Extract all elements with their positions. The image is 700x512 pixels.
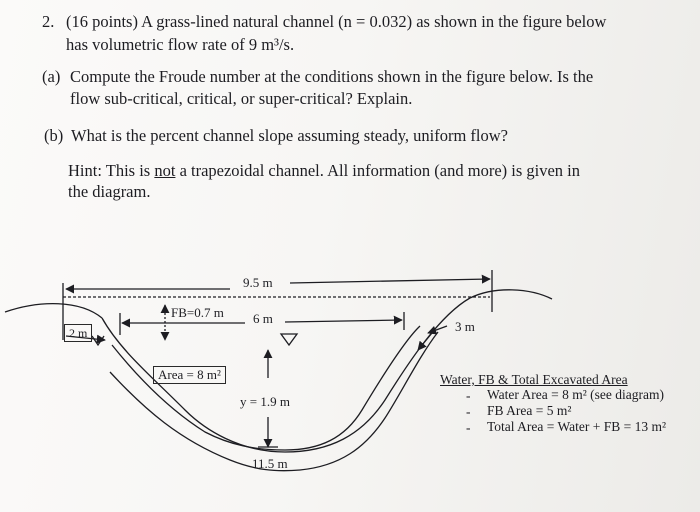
channel-inner-outline <box>112 326 420 450</box>
left-bank-label: 2 m <box>64 324 92 342</box>
left-ground-line <box>5 304 102 318</box>
top-width-label: 9.5 m <box>243 275 273 290</box>
legend-bullet-2: - <box>466 404 471 419</box>
part-b-line1: What is the percent channel slope assuming steady, uniform flow? <box>71 126 508 145</box>
freeboard-label: FB=0.7 m <box>171 305 224 320</box>
question-text-line1: (16 points) A grass-lined natural channel (n = 0.032) as shown in the figure below <box>66 12 607 31</box>
legend-bullet-1: - <box>466 388 471 403</box>
part-a-label: (a) <box>42 67 61 86</box>
water-surface-symbol <box>281 334 297 345</box>
legend-title: Water, FB & Total Excavated Area <box>440 372 628 387</box>
legend-bullet-3: - <box>466 420 471 435</box>
hint-line2: the diagram. <box>68 182 151 201</box>
water-width-label: 6 m <box>253 311 273 326</box>
part-a-line1: Compute the Froude number at the conditions shown in the figure below. Is the <box>70 67 594 86</box>
hint-prefix: Hint: This is <box>68 161 155 180</box>
question-text-line2: has volumetric flow rate of 9 m³/s. <box>66 35 295 54</box>
legend-item-water-area: Water Area = 8 m² (see diagram) <box>487 387 664 402</box>
hint-emphasis: not <box>154 161 176 180</box>
legend-item-fb-area: FB Area = 5 m² <box>487 403 572 418</box>
part-a-line2: flow sub-critical, critical, or super-critical? Explain. <box>70 89 413 108</box>
bottom-width-label: 11.5 m <box>252 456 288 471</box>
area-box-label: Area = 8 m² <box>153 366 226 384</box>
right-bank-arrow-lower <box>418 333 432 350</box>
top-width-arrow-right <box>290 279 490 283</box>
right-ground-line <box>470 290 552 299</box>
question-number: 2. <box>42 12 55 31</box>
part-b-label: (b) <box>44 126 64 145</box>
depth-label: y = 1.9 m <box>240 394 290 409</box>
hint-rest: a trapezoidal channel. All information (and more) is given in <box>175 161 581 180</box>
right-bank-label: 3 m <box>455 319 475 334</box>
legend-item-total-area: Total Area = Water + FB = 13 m² <box>487 419 667 434</box>
